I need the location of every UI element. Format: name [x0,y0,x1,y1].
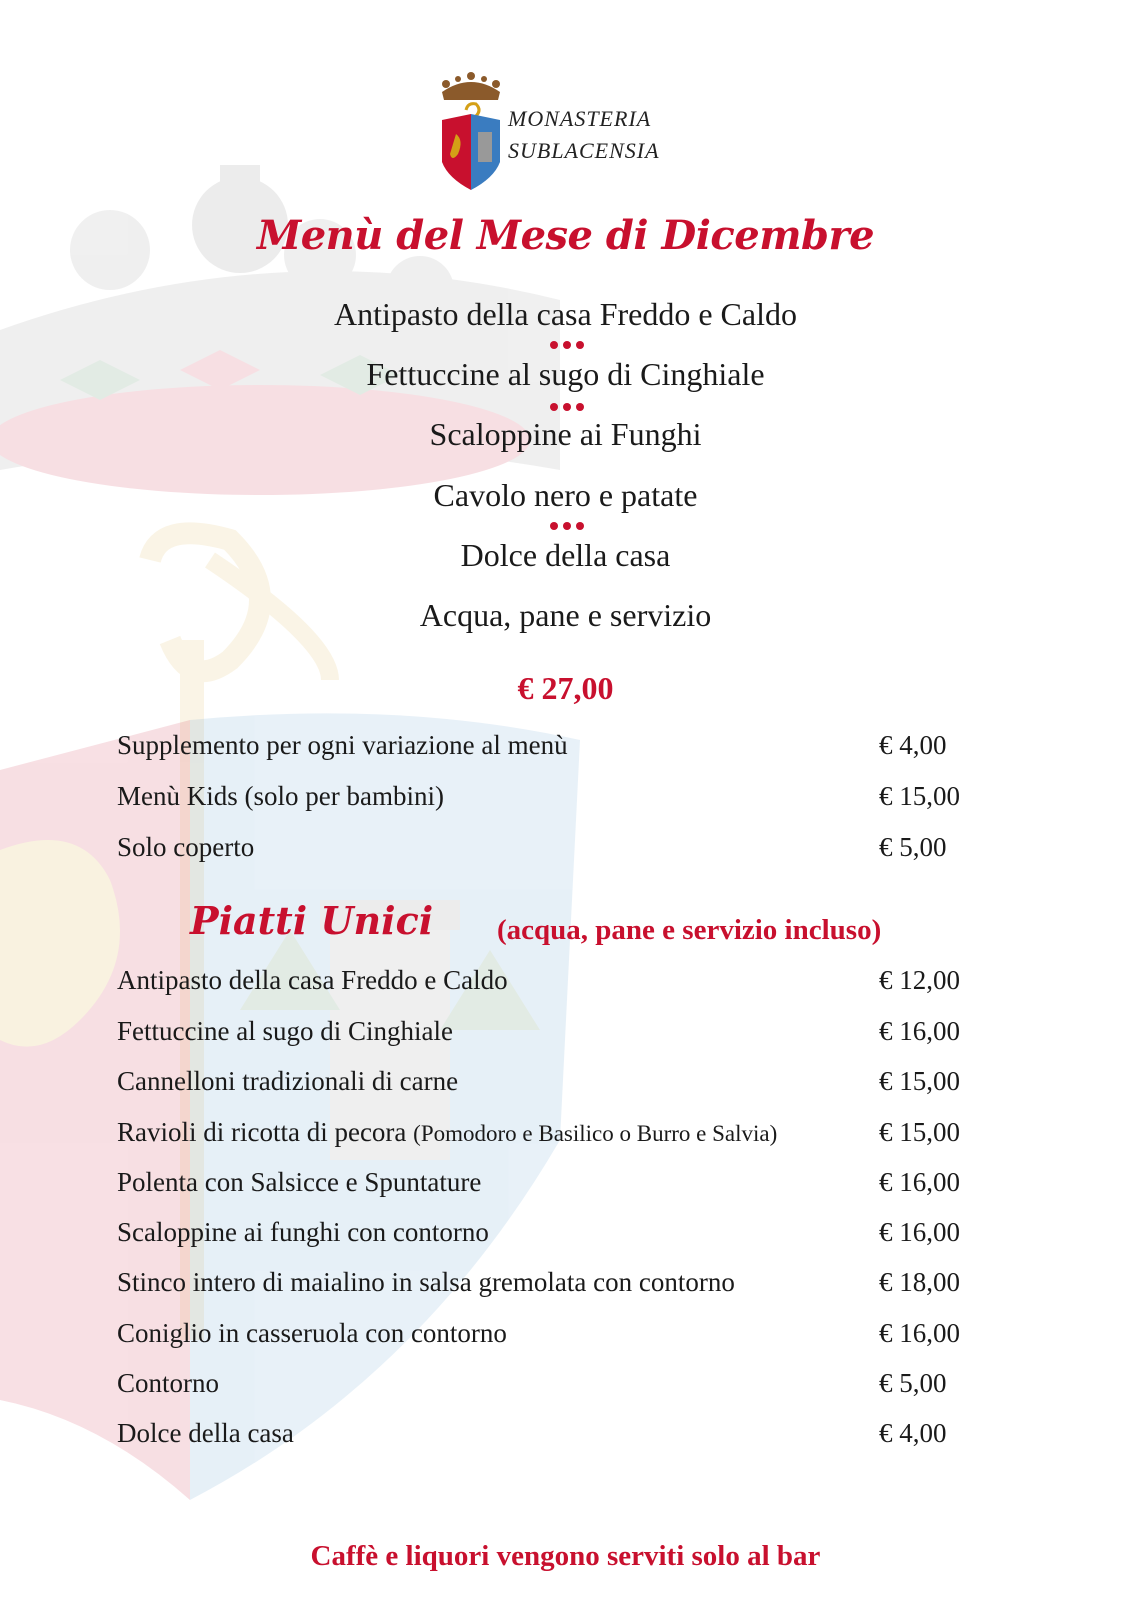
dish-detail: (Pomodoro e Basilico o Burro e Salvia) [413,1121,778,1146]
extra-price: € 15,00 [879,781,960,811]
menu-price: € 27,00 [517,670,614,706]
extra-name: Supplemento per ogni variazione al menù [117,730,568,760]
extra-price: € 5,00 [879,832,947,862]
dish-name-main: Ravioli di ricotta di pecora [117,1117,407,1147]
dish-name: Dolce della casa [117,1418,294,1448]
dish-row [117,1267,977,1307]
course-5: Dolce della casa [460,537,671,573]
dish-name: Contorno [117,1368,220,1398]
separator-dots [550,403,584,411]
course-3: Scaloppine ai Funghi [429,416,702,452]
dish-row [117,965,977,1005]
dish-name: Stinco intero di maialino in salsa gremolata con contorno [117,1267,735,1297]
dish-name: Antipasto della casa Freddo e Caldo [117,965,508,995]
dish-price: € 5,00 [879,1368,947,1398]
course-6: Acqua, pane e servizio [419,597,712,633]
dish-name: Fettuccine al sugo di Cinghiale [117,1016,453,1046]
extra-row [117,730,977,770]
dish-price: € 16,00 [879,1318,960,1348]
extra-name: Menù Kids (solo per bambini) [117,781,444,811]
dish-row [117,1368,977,1408]
course-4: Cavolo nero e patate [433,477,698,513]
dish-price: € 4,00 [879,1418,947,1448]
dish-row [117,1066,977,1106]
dish-row [117,1117,977,1157]
menu-title: Menù del Mese di Dicembre [256,212,875,259]
extra-row [117,832,977,872]
dish-price: € 16,00 [879,1217,960,1247]
separator-dots [550,522,584,530]
brand-line-2: SUBLACENSIA [508,138,660,163]
brand-line-1: MONASTERIA [508,106,652,131]
dish-price: € 16,00 [879,1016,960,1046]
piatti-unici-note: (acqua, pane e servizio incluso) [497,914,882,946]
crest-logo-icon [436,70,506,200]
dish-price: € 15,00 [879,1117,960,1147]
dish-name: Cannelloni tradizionali di carne [117,1066,459,1096]
dish-row [117,1318,977,1358]
separator-dots [550,341,584,349]
extra-price: € 4,00 [879,730,947,760]
course-1: Antipasto della casa Freddo e Caldo [334,296,797,332]
dish-row [117,1167,977,1207]
dish-price: € 15,00 [879,1066,960,1096]
dish-price: € 18,00 [879,1267,960,1297]
dish-name: Scaloppine ai funghi con contorno [117,1217,489,1247]
footer-note: Caffè e liquori vengono serviti solo al bar [310,1540,821,1572]
course-2: Fettuccine al sugo di Cinghiale [366,356,765,392]
extra-name: Solo coperto [117,832,255,862]
dish-row [117,1016,977,1056]
dish-row [117,1418,977,1458]
dish-name [117,1117,777,1148]
extra-row [117,781,977,821]
logo [436,70,706,200]
dish-name: Polenta con Salsicce e Spuntature [117,1167,482,1197]
piatti-unici-title: Piatti Unici [190,898,434,943]
dish-price: € 12,00 [879,965,960,995]
dish-price: € 16,00 [879,1167,960,1197]
dish-row [117,1217,977,1257]
dish-name: Coniglio in casseruola con contorno [117,1318,507,1348]
